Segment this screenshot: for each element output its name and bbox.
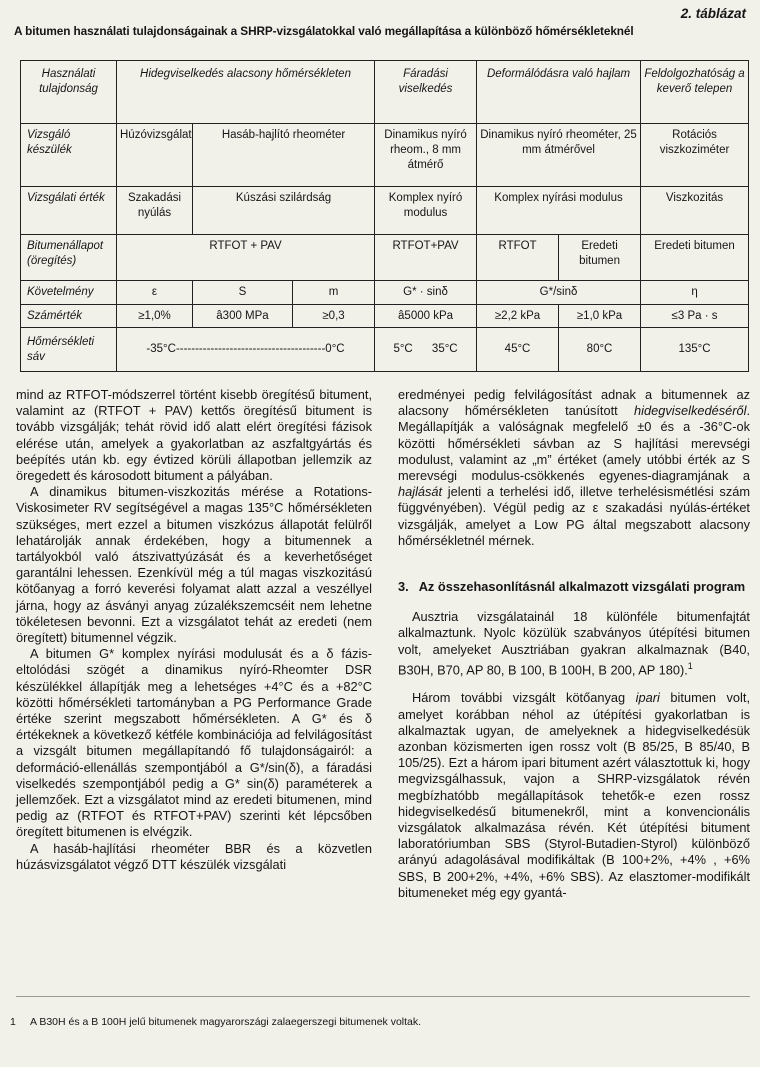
num-def-rtfot: ≥2,2 kPa bbox=[477, 304, 559, 328]
value-creep: Kúszási szilárdság bbox=[193, 187, 375, 235]
table-number: 2. táblázat bbox=[680, 6, 746, 21]
num-m: ≥0,3 bbox=[293, 304, 375, 328]
temp-def-a: 45°C bbox=[477, 328, 559, 372]
temp-low-start: -35°C bbox=[146, 343, 176, 356]
req-s: S bbox=[193, 280, 293, 304]
footnote-ref[interactable]: 1 bbox=[687, 660, 693, 671]
state-fatigue: RTFOT+PAV bbox=[375, 234, 477, 280]
table-title: A bitumen használati tulajdonságainak a SHRP-vizsgálatokkal való megállapítása a különböző hőmérsékleteknél bbox=[14, 24, 634, 38]
italic-run: ipari bbox=[635, 690, 660, 706]
num-fatigue: â5000 kPa bbox=[375, 304, 477, 328]
req-eta: η bbox=[641, 280, 749, 304]
row-header-temp: Hőmérsékleti sáv bbox=[21, 328, 117, 372]
state-work: Eredeti bitumen bbox=[641, 234, 749, 280]
right-column bbox=[398, 387, 750, 901]
state-def-original: Eredeti bitumen bbox=[559, 234, 641, 280]
left-paragraph-1: mind az RTFOT-módszerrel történt kisebb öregítésű bitument, valamint az (RTFOT + PAV) kettős öregítésű bitument is tovább vizsgálják; tehát rövid idő alatt elért öregítési fázisok elérése után, amelyek a gyakorlatban az aszfaltgyártás és beépítés után kb. egy évtized körüli állapotban jellemzik az öregedett és károsodott bitument a pályában. bbox=[16, 387, 372, 484]
text-run: . Megállapítják a valóságnak megfelelő ±0 és a -36°C-ok közötti hőmérsékleti sávban az S hajlítási merevségi modulust, valamint az „m” értéket (amely utóbbi érték az S merevségi modulus-csökkenés egyenes-diagramjának a bbox=[398, 403, 750, 484]
head-low-temp: Hidegviselkedés alacsony hőmérsékleten bbox=[117, 61, 375, 124]
footnote-number: 1 bbox=[10, 1016, 16, 1028]
state-def-rtfot: RTFOT bbox=[477, 234, 559, 280]
device-dsr-25: Dinamikus nyíró rheométer, 25 mm átmérővel bbox=[477, 124, 641, 187]
head-deformation: Deformálódásra való hajlam bbox=[477, 61, 641, 124]
device-bbr: Hasáb-hajlító rheométer bbox=[193, 124, 375, 187]
temp-low-end: 0°C bbox=[325, 343, 345, 356]
num-elongation: ≥1,0% bbox=[117, 304, 193, 328]
footnote-text: A B30H és a B 100H jelű bitumenek magyarországi zalaegerszegi bitumenek voltak. bbox=[30, 1016, 422, 1028]
footnote-rule bbox=[16, 996, 750, 997]
req-m: m bbox=[293, 280, 375, 304]
temp-work: 135°C bbox=[641, 328, 749, 372]
value-complex-modulus: Komplex nyíró modulus bbox=[375, 187, 477, 235]
temp-fatigue-a: 5°C bbox=[393, 343, 413, 356]
num-def-original: ≥1,0 kPa bbox=[559, 304, 641, 328]
num-viscosity: ≤3 Pa · s bbox=[641, 304, 749, 328]
text-run: Három további vizsgált kötőanyag bbox=[412, 690, 636, 706]
temp-fatigue-b: 35°C bbox=[431, 343, 458, 356]
right-paragraph-3 bbox=[398, 690, 750, 901]
row-header-number: Számérték bbox=[21, 304, 117, 328]
left-paragraph-3: A bitumen G* komplex nyírási modulusát és a δ fázis-eltolódási szögét a dinamikus nyíró-Rheomter DSR készülékkel állapítják meg a lehetséges +4°C és a +82°C közötti hőmérsékleti tartományban a PG Performance Grade értéke szerint megszabott hőmérsékleten. A G* és δ értékeknek a következő kétféle kombinációja ad felvilágosítást a vizsgált bitumen megállapítandó fő tulajdonságairól: a deformáció-ellenállás szempontjából a G*/sin(δ), a fáradási viselkedés szempontjából pedig a G* sin(δ) paraméterek a jellemzőek. Ezt a vizsgálatot mind az eredeti bitumenen, mind pedig az (RTFOT és RTFOT+PAV) szerinti két lépcsőben öregített bitumenen is elvégzik. bbox=[16, 646, 372, 840]
temp-fatigue-range bbox=[375, 328, 477, 372]
footnote bbox=[10, 1016, 421, 1028]
row-header-value: Vizsgálati érték bbox=[21, 187, 117, 235]
req-g-over-sin: G*/sinδ bbox=[477, 280, 641, 304]
head-workability: Feldolgozhatóság a keverő telepen bbox=[641, 61, 749, 124]
value-viscosity: Viszkozitás bbox=[641, 187, 749, 235]
left-column bbox=[16, 387, 372, 873]
text-run: bitumen volt, amelyet korábban néhol az útépítési gyakorlatban is alkalmaztak ugyan, de amelyeknek a hidegviselkedésük azonban közismerten igen rossz volt (B 85/25, B 85/40, B 105/25). Ezt a három ipari bitument azért választottuk ki, hogy megvizsgálhassuk, vajon a SHRP-vizsgálatok révén megbízhatóbb megállapítások tehetők-e ezen rossz hidegviselkedésű bitumenekről, mint a konvencionális vizsgálatok alkalmazása révén. Két útépítési bitument laboratóriumban SBS (Styrol-Butadien-Styrol) különböző arányú adagolásával modifikáltak (B 100+2%, +4% , +6% SBS, B 200+2%, +4%, +6% SBS). Az elasztomer-modifikált bitumeneket még egy gyantá- bbox=[398, 690, 750, 900]
row-header-device: Vizsgáló készülék bbox=[21, 124, 117, 187]
left-paragraph-4: A hasáb-hajlítási rheométer BBR és a közvetlen húzásvizsgálatot végző DTT készülék vizsgálati bbox=[16, 840, 372, 872]
section-title: Az összehasonlításnál alkalmazott vizsgálati program bbox=[418, 579, 746, 595]
italic-run: hajlását bbox=[398, 484, 443, 500]
section-number: 3. bbox=[398, 579, 409, 595]
state-low: RTFOT + PAV bbox=[117, 234, 375, 280]
temp-low-dashes: --------------------------------------- bbox=[175, 343, 326, 356]
left-paragraph-2: A dinamikus bitumen-viszkozitás mérése a Rotations-Viskosimeter RV segítségével a magas 135°C hőmérsékleten szükséges, mert ezzel a bitumen viszkózus állapotát felülről lehatárolják annak érdekében, hogy a bitumennek a tartályokból való átszivattyúzását és a keverhetőséget garantálni lehessen. Ezenkívül még a túl magas viszkozitású kötőanyag a forró keverési folyamat alatt azzal a veszéllyel járna, hogy az ásványi anyag zúzalékszemcséit nem lehetne tökéletesen bevonni. Ezt a vizsgálatot tehát az eredeti (nem öregített) bitumennel végzik. bbox=[16, 484, 372, 646]
device-tensile: Húzóvizsgálat bbox=[117, 124, 193, 187]
text-run: eredményei pedig felvilágosítást adnak a bitumennek az alacsony hőmérsékleten tanúsított bbox=[398, 387, 750, 419]
row-header-requirement: Követelmény bbox=[21, 280, 117, 304]
num-s: â300 MPa bbox=[193, 304, 293, 328]
value-elongation: Szakadási nyúlás bbox=[117, 187, 193, 235]
right-paragraph-2 bbox=[398, 609, 750, 678]
row-header-state: Bitumenállapot (öregítés) bbox=[21, 234, 117, 280]
section-heading bbox=[398, 579, 750, 595]
device-dsr-8: Dinamikus nyíró rheom., 8 mm átmérő bbox=[375, 124, 477, 187]
head-fatigue: Fáradási viselkedés bbox=[375, 61, 477, 124]
device-rv: Rotációs viszkoziméter bbox=[641, 124, 749, 187]
text-run: jelenti a terhelési idő, illetve terhelésismétlési szám függvényében). Végül pedig az ε szakadási nyúlás-értéket vizsgálják, amelyet a Low PG által megszabott alacsony hőmérsékletnél mérnek. bbox=[398, 484, 750, 548]
text-run: Ausztria vizsgálatainál 18 különféle bitumenfajtát alkalmaztunk. Nyolc közülük szabványos útépítési bitumen volt, amelyeket Ausztriában gyakran alkalmaznak (B40, B30H, B70, AP 80, B 100, B 100H, B 200, AP 180). bbox=[398, 609, 750, 678]
req-epsilon: ε bbox=[117, 280, 193, 304]
temp-low-range bbox=[117, 328, 375, 372]
italic-run: hidegviselkedéséről bbox=[634, 403, 747, 419]
right-paragraph-1 bbox=[398, 387, 750, 549]
value-complex-shear: Komplex nyírási modulus bbox=[477, 187, 641, 235]
shrp-table bbox=[20, 60, 749, 372]
req-g-sin: G* · sinδ bbox=[375, 280, 477, 304]
temp-def-b: 80°C bbox=[559, 328, 641, 372]
row-header-property: Használati tulajdonság bbox=[21, 61, 117, 124]
